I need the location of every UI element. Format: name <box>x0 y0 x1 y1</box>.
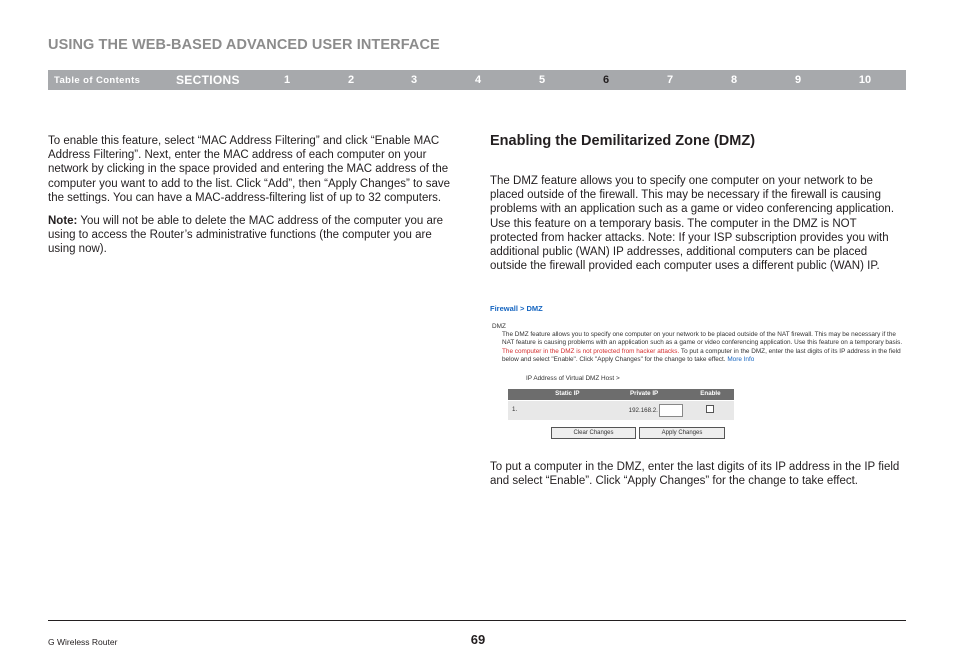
note-label: Note: <box>48 215 78 228</box>
table-header-static-ip: Static IP <box>533 389 601 401</box>
virtual-dmz-host-label: IP Address of Virtual DMZ Host > <box>526 375 620 382</box>
enable-checkbox[interactable] <box>706 405 714 413</box>
desc-text-b: To put a computer in the DMZ, enter the last digits of its IP address in the field below and select "Enable". Click "Apply Changes" for the change to take effect. <box>502 347 901 364</box>
private-ip-cell <box>601 401 687 421</box>
dmz-description <box>502 331 906 365</box>
table-header-enable: Enable <box>687 389 734 401</box>
section-link-8[interactable]: 8 <box>730 74 738 86</box>
table-of-contents-link[interactable]: Table of Contents <box>54 75 141 86</box>
dmz-intro-paragraph: The DMZ feature allows you to specify one computer on your network to be placed outside of the firewall. This may be necessary if the firewall is causing problems with an application such as a game or video conferencing application. Use this feature on a temporary basis. The computer in the DMZ is NOT protected from hacker attacks. Note: If your ISP subscription provides you with additional public (WAN) IP addresses, additional computers can be placed outside the firewall provided each computer uses a different public (WAN) IP. <box>490 175 895 273</box>
footer-product-name: G Wireless Router <box>48 637 118 647</box>
dmz-instructions-paragraph: To put a computer in the DMZ, enter the last digits of its IP address in the IP field and select “Enable”. Click “Apply Changes” for the change to take effect. <box>490 461 900 488</box>
desc-warning: The computer in the DMZ is not protected from hacker attacks. <box>502 347 680 355</box>
page-header-title: USING THE WEB-BASED ADVANCED USER INTERFACE <box>48 37 440 53</box>
dmz-host-table <box>508 389 734 420</box>
section-link-4[interactable]: 4 <box>474 74 482 86</box>
section-link-2[interactable]: 2 <box>347 74 355 86</box>
mac-filter-paragraph: To enable this feature, select “MAC Address Filtering” and click “Enable MAC Address Filtering”. Next, enter the MAC address of each computer on your network by clicking in the space provided and entering the MAC address of the computer you want to add to the list. Click “Add”, then “Apply Changes” to save the settings. You can have a MAC-address-filtering list of up to 32 computers. <box>48 135 451 204</box>
section-link-10[interactable]: 10 <box>858 74 872 86</box>
table-header-private-ip: Private IP <box>601 389 687 401</box>
section-link-3[interactable]: 3 <box>410 74 418 86</box>
note-text: You will not be able to delete the MAC address of the computer you are using to access the Router’s administrative functions (the computer you are using now). <box>48 215 444 256</box>
page-number: 69 <box>470 632 486 647</box>
private-ip-input[interactable] <box>659 404 683 417</box>
dmz-heading: Enabling the Demilitarized Zone (DMZ) <box>490 133 756 149</box>
footer-rule <box>48 620 906 621</box>
note-paragraph <box>48 214 462 257</box>
row-index: 1. <box>508 401 533 421</box>
section-nav-bar <box>48 70 906 90</box>
private-ip-prefix: 192.168.2. <box>628 407 658 415</box>
static-ip-cell <box>533 401 601 421</box>
section-link-1[interactable]: 1 <box>283 74 291 86</box>
section-link-5[interactable]: 5 <box>538 74 546 86</box>
section-link-7[interactable]: 7 <box>666 74 674 86</box>
dmz-screenshot <box>490 302 906 442</box>
table-header-index <box>508 389 533 401</box>
breadcrumb: Firewall > DMZ <box>490 304 543 313</box>
left-column <box>48 134 462 266</box>
enable-cell <box>687 401 734 421</box>
section-link-6[interactable]: 6 <box>602 74 610 86</box>
sections-label: SECTIONS <box>176 73 240 87</box>
dmz-section-label: DMZ <box>492 323 506 330</box>
table-row <box>508 401 734 421</box>
desc-text-a: The DMZ feature allows you to specify one computer on your network to be placed outside of the NAT firewall. This may be necessary if the NAT feature is causing problems with an application such as a game or video conferencing application. Use this feature on a temporary basis. <box>502 331 903 347</box>
more-info-link[interactable]: More Info <box>727 356 755 364</box>
section-link-9[interactable]: 9 <box>794 74 802 86</box>
clear-changes-button[interactable]: Clear Changes <box>551 427 636 439</box>
apply-changes-button[interactable]: Apply Changes <box>639 427 725 439</box>
